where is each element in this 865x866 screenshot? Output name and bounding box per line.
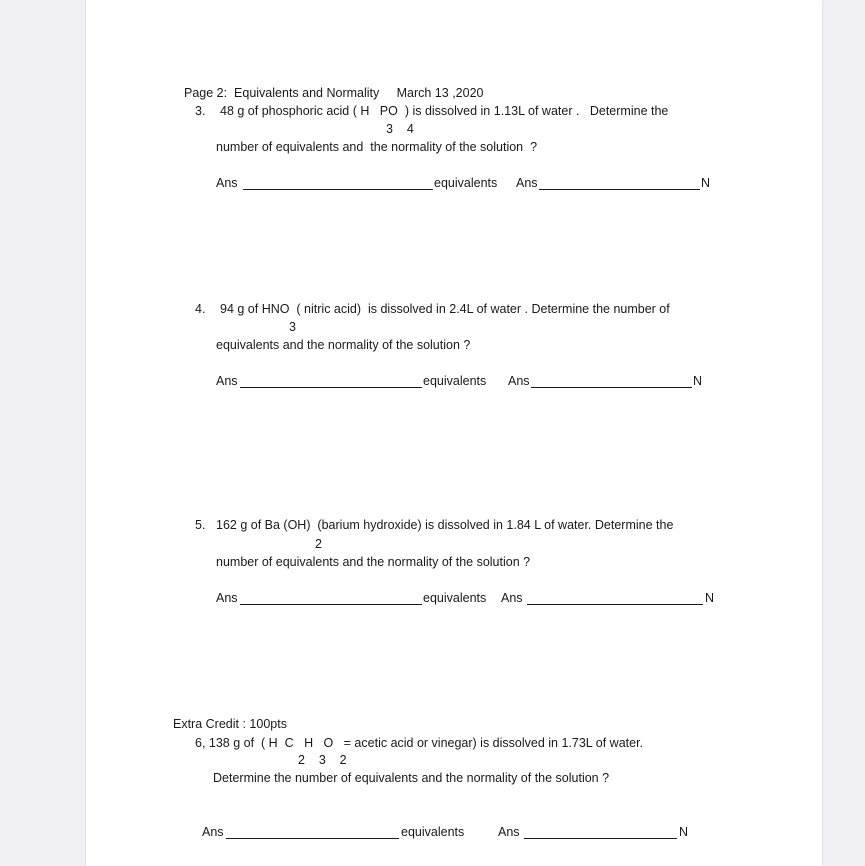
question-4-ans-label-2: Ans: [508, 374, 530, 388]
question-5-equivalents-label: equivalents: [423, 591, 487, 605]
question-3-line-2: number of equivalents and the normality of the solution ?: [216, 140, 538, 154]
question-3-ans-label-2: Ans: [516, 176, 538, 190]
extra-credit-subscripts: 2 3 2: [298, 753, 347, 767]
question-5-ans-label-2: Ans: [501, 591, 523, 605]
question-5-unit: N: [705, 591, 715, 605]
question-5-line-1: 162 g of Ba (OH) (barium hydroxide) is dissolved in 1.84 L of water. Determine the: [216, 518, 674, 532]
extra-credit-unit: N: [679, 825, 689, 839]
question-5-equivalents-blank[interactable]: [240, 604, 422, 605]
question-3-number: 3.: [195, 104, 206, 118]
question-3-unit: N: [701, 176, 711, 190]
question-5-ans-label-1: Ans: [216, 591, 238, 605]
page-header: Page 2: Equivalents and Normality March 13 ,2020: [184, 86, 484, 100]
extra-credit-ans-label-1: Ans: [202, 825, 224, 839]
question-4-normality-blank[interactable]: [531, 387, 692, 388]
question-3-normality-blank[interactable]: [539, 189, 700, 190]
extra-credit-ans-label-2: Ans: [498, 825, 520, 839]
question-5-line-2: number of equivalents and the normality of the solution ?: [216, 555, 531, 569]
extra-credit-equivalents-blank[interactable]: [226, 838, 399, 839]
question-4-unit: N: [693, 374, 703, 388]
question-4-equivalents-label: equivalents: [423, 374, 487, 388]
question-5-number: 5.: [195, 518, 206, 532]
extra-credit-title: Extra Credit : 100pts: [173, 717, 287, 731]
question-4-equivalents-blank[interactable]: [240, 387, 422, 388]
question-5-normality-blank[interactable]: [527, 604, 703, 605]
extra-credit-line-2: Determine the number of equivalents and the normality of the solution ?: [213, 771, 610, 785]
question-4-number: 4.: [195, 302, 206, 316]
question-4-ans-label-1: Ans: [216, 374, 238, 388]
question-4-line-1: 94 g of HNO ( nitric acid) is dissolved in 2.4L of water . Determine the number of: [220, 302, 670, 316]
question-3-ans-label-1: Ans: [216, 176, 238, 190]
extra-credit-line-1: 6, 138 g of ( H C H O = acetic acid or vinegar) is dissolved in 1.73L of water.: [195, 736, 644, 750]
question-3-line-1: 48 g of phosphoric acid ( H PO ) is dissolved in 1.13L of water . Determine the: [220, 104, 669, 118]
question-3-equivalents-label: equivalents: [434, 176, 498, 190]
question-3-subscripts: 3 4: [386, 122, 414, 136]
question-4-line-2: equivalents and the normality of the solution ?: [216, 338, 471, 352]
question-3-equivalents-blank[interactable]: [243, 189, 433, 190]
extra-credit-equivalents-label: equivalents: [401, 825, 465, 839]
question-4-subscripts: 3: [289, 320, 296, 334]
question-5-subscripts: 2: [315, 537, 322, 551]
extra-credit-normality-blank[interactable]: [524, 838, 677, 839]
